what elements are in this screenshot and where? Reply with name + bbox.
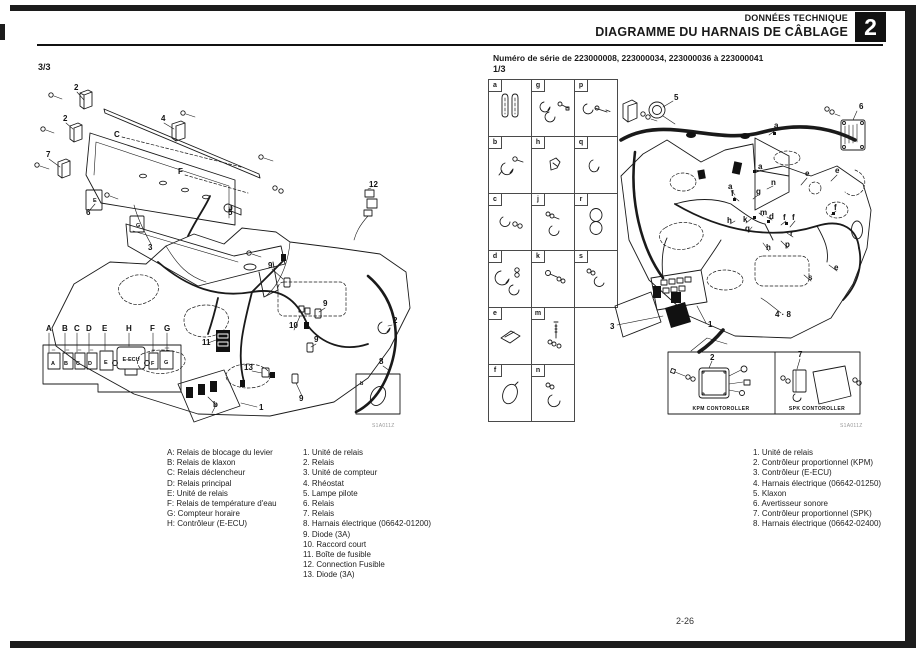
diagram-callout: F [151, 361, 155, 367]
diagram-line-art [35, 90, 410, 422]
scan-border-notch [0, 24, 5, 40]
band-clamp-icon [493, 373, 527, 413]
right-diagram-svg [605, 80, 895, 432]
diagram-callout: m [760, 208, 768, 217]
diagram-callout: q [745, 224, 750, 233]
diagram-callout: a [728, 182, 733, 191]
diagram-callout: k [743, 215, 748, 224]
left-sheet-label: 3/3 [38, 62, 51, 72]
left-diagram-svg [38, 76, 468, 440]
diagram-line-art [615, 100, 871, 414]
diagram-callout: 12 [369, 180, 378, 189]
diagram-callout: a [758, 162, 763, 171]
parts-grid-cell [531, 307, 575, 365]
diagram-callout: 9 [299, 394, 304, 403]
part-letter: q [575, 137, 588, 149]
left-legend-numbers [303, 448, 431, 581]
diagram-callout: F [178, 167, 183, 176]
diagram-callout: C [76, 361, 80, 367]
diagram-callout: h [766, 243, 771, 252]
diagram-callout: 11 [202, 338, 211, 347]
diagram-callout: f [834, 203, 837, 212]
legend-item: 7. Contrôleur proportionnel (SPK) [753, 509, 872, 519]
diagram-callout: 2 [74, 83, 79, 92]
legend-item: 1. Unité de relais [303, 448, 364, 457]
diagram-callout: g [756, 187, 761, 196]
diagram-callout: f [783, 213, 786, 222]
legend-item: 8. Harnais électrique (06642-02400) [753, 519, 882, 529]
figure-code-left: S1A011Z [372, 423, 395, 429]
diagram-callout: D [86, 324, 92, 333]
bolt-clamp-icon [536, 202, 570, 242]
part-letter: d [489, 251, 502, 263]
page-title: DIAGRAMME DU HARNAIS DE CÂBLAGE [595, 25, 848, 39]
parts-grid-cell [531, 79, 575, 137]
plate-icon [493, 316, 527, 356]
spk-controller-label: SPK CONTOROLLER [788, 406, 846, 412]
diagram-callout: G [164, 324, 171, 333]
diagram-callout: 2 [710, 353, 715, 362]
legend-item: B: Relais de klaxon [167, 458, 236, 468]
diagram-callout: 9 [268, 261, 273, 270]
legend-item: D: Relais principal [167, 478, 232, 488]
serial-title: Numéro de série de 223000008, 223000034, 223000036 à 223000041 [493, 53, 764, 63]
legend-item: 4. Rhéostat [303, 478, 344, 488]
diagram-callout: 5 [228, 208, 233, 217]
legend-item: 12. Connection Fusible [303, 560, 385, 570]
legend-item: 10. Raccord court [303, 539, 367, 549]
scan-border-bottom [10, 641, 916, 648]
part-letter: a [489, 80, 502, 92]
part-letter: s [575, 251, 588, 263]
legend-item: H: Contrôleur (E-ECU) [167, 519, 248, 529]
legend-item: G: Compteur horaire [167, 509, 240, 519]
diagram-callout: 3 [148, 243, 153, 252]
clip-icon [536, 145, 570, 185]
legend-item: 13. Diode (3A) [303, 570, 355, 580]
right-sheet-label: 1/3 [493, 64, 506, 74]
diagram-callout: 4 [161, 114, 166, 123]
page-number: 2-26 [676, 616, 695, 626]
part-letter: g [532, 80, 545, 92]
legend-item: 2. Relais [303, 458, 335, 468]
diagram-callout: 1 [259, 403, 264, 412]
legend-item: 2. Contrôleur proportionnel (KPM) [753, 458, 874, 468]
diagram-callout: a [774, 121, 779, 130]
diagram-callout: 9 [314, 335, 319, 344]
diagram-callout: b [360, 381, 364, 387]
diagram-callout: p [785, 240, 790, 249]
part-letter: r [575, 194, 588, 206]
diagram-callout: 4 · 8 [775, 310, 792, 319]
legend-item: 4. Harnais électrique (06642-01250) [753, 478, 882, 488]
kpm-controller-label: KPM CONTOROLLER [692, 406, 750, 412]
diagram-callout: e [834, 263, 839, 272]
diagram-callout: r [790, 229, 794, 238]
scan-border-right [905, 5, 916, 648]
diagram-callout: e [805, 169, 810, 178]
part-letter: k [532, 251, 545, 263]
legend-item: 5. Lampe pilote [303, 488, 358, 498]
diagram-callout: C [74, 324, 80, 333]
parts-grid-cell [531, 136, 575, 194]
legend-item: 8. Harnais électrique (06642-01200) [303, 519, 432, 529]
diagram-callout: 9 [323, 299, 328, 308]
chapter-badge: 2 [855, 12, 886, 42]
diagram-callout: 10 [289, 321, 298, 330]
bolt-washers-icon [536, 259, 570, 299]
diagram-callout: B [64, 361, 68, 367]
parts-grid-cell [531, 250, 575, 308]
part-letter: f [489, 365, 502, 377]
diagram-callout: H [126, 324, 132, 333]
diagram-callout: f [731, 189, 734, 198]
diagram-callout: 3 [610, 322, 615, 331]
legend-item: F: Relais de température d'eau [167, 499, 277, 509]
legend-item: 5. Klaxon [753, 488, 787, 498]
ecu-label: E-ECU [122, 357, 140, 363]
diagram-callout: e [835, 166, 840, 175]
diagram-callout: A [46, 324, 52, 333]
clamp-pair-bolt-icon [536, 88, 570, 128]
right-legend-numbers [753, 448, 881, 530]
left-legend-letters [167, 448, 277, 530]
legend-item: A: Relais de blocage du levier [167, 448, 273, 457]
diagram-callout: 7 [46, 150, 51, 159]
part-letter: p [575, 80, 588, 92]
part-letter: e [489, 308, 502, 320]
legend-item: 6. Relais [303, 499, 335, 509]
clamp-bolt-icon [493, 145, 527, 185]
part-letter: c [489, 194, 502, 206]
figure-code-right: S1A011Z [840, 423, 863, 429]
diagram-callout: s [808, 273, 813, 282]
scan-border-top [10, 5, 916, 11]
diagram-callout: h [727, 216, 732, 225]
parts-grid-cell [488, 136, 532, 194]
washers-clamp-icon [536, 373, 570, 413]
legend-item: 11. Boîte de fusible [303, 550, 371, 560]
diagram-callout: 8 [379, 357, 384, 366]
diagram-callout: C [114, 130, 120, 139]
diagram-callout: 1 [708, 320, 713, 329]
diagram-callout: G [136, 223, 141, 229]
parts-grid-cell [531, 364, 575, 422]
diagram-callout: 2 [393, 316, 398, 325]
parts-grid-cell [488, 250, 532, 308]
diagram-callout: B [62, 324, 68, 333]
diagram-callout: E [93, 198, 97, 204]
diagram-callout: 2 [63, 114, 68, 123]
parts-grid-cell [488, 307, 532, 365]
diagram-callout: G [164, 360, 169, 366]
clamp-washers-icon [493, 202, 527, 242]
legend-item: C: Relais déclencheur [167, 468, 246, 478]
diagram-callout: f [792, 213, 795, 222]
diagram-callout: 13 [244, 363, 253, 372]
header-kicker: DONNÉES TECHNIQUE [744, 13, 848, 23]
part-letter: h [532, 137, 545, 149]
parts-grid-cell [488, 193, 532, 251]
diagram-callout: n [771, 178, 776, 187]
pin-clip-icon [493, 88, 527, 128]
long-bolt-washers-icon [536, 316, 570, 356]
diagram-callout: E [104, 360, 108, 366]
diagram-callout: 6 [86, 208, 91, 217]
parts-grid-cell [488, 364, 532, 422]
diagram-callout: b [213, 400, 218, 409]
part-letter: b [489, 137, 502, 149]
diagram-callout: 6 [859, 102, 864, 111]
parts-grid-cell [488, 79, 532, 137]
part-letter: n [532, 365, 545, 377]
diagram-callout: A [51, 361, 55, 367]
part-letter: j [532, 194, 545, 206]
diagram-callout: F [150, 324, 155, 333]
diagram-callout: 5 [674, 93, 679, 102]
diagram-callout: d [769, 212, 774, 221]
diagram-callout: 7 [798, 350, 803, 359]
parts-grid [488, 79, 617, 421]
legend-item: 1. Unité de relais [753, 448, 814, 457]
diagram-callout: E [102, 324, 108, 333]
legend-item: 3. Unité de compteur [303, 468, 378, 478]
legend-item: 3. Contrôleur (E-ECU) [753, 468, 832, 478]
part-letter: m [532, 308, 545, 320]
legend-item: 6. Avertisseur sonore [753, 499, 829, 509]
parts-grid-cell [531, 193, 575, 251]
legend-item: E: Unité de relais [167, 488, 228, 498]
header-rule [37, 44, 883, 46]
diagram-callout: D [88, 361, 92, 367]
legend-item: 9. Diode (3A) [303, 529, 351, 539]
legend-item: 7. Relais [303, 509, 335, 519]
big-clamp-washers-icon [493, 259, 527, 299]
